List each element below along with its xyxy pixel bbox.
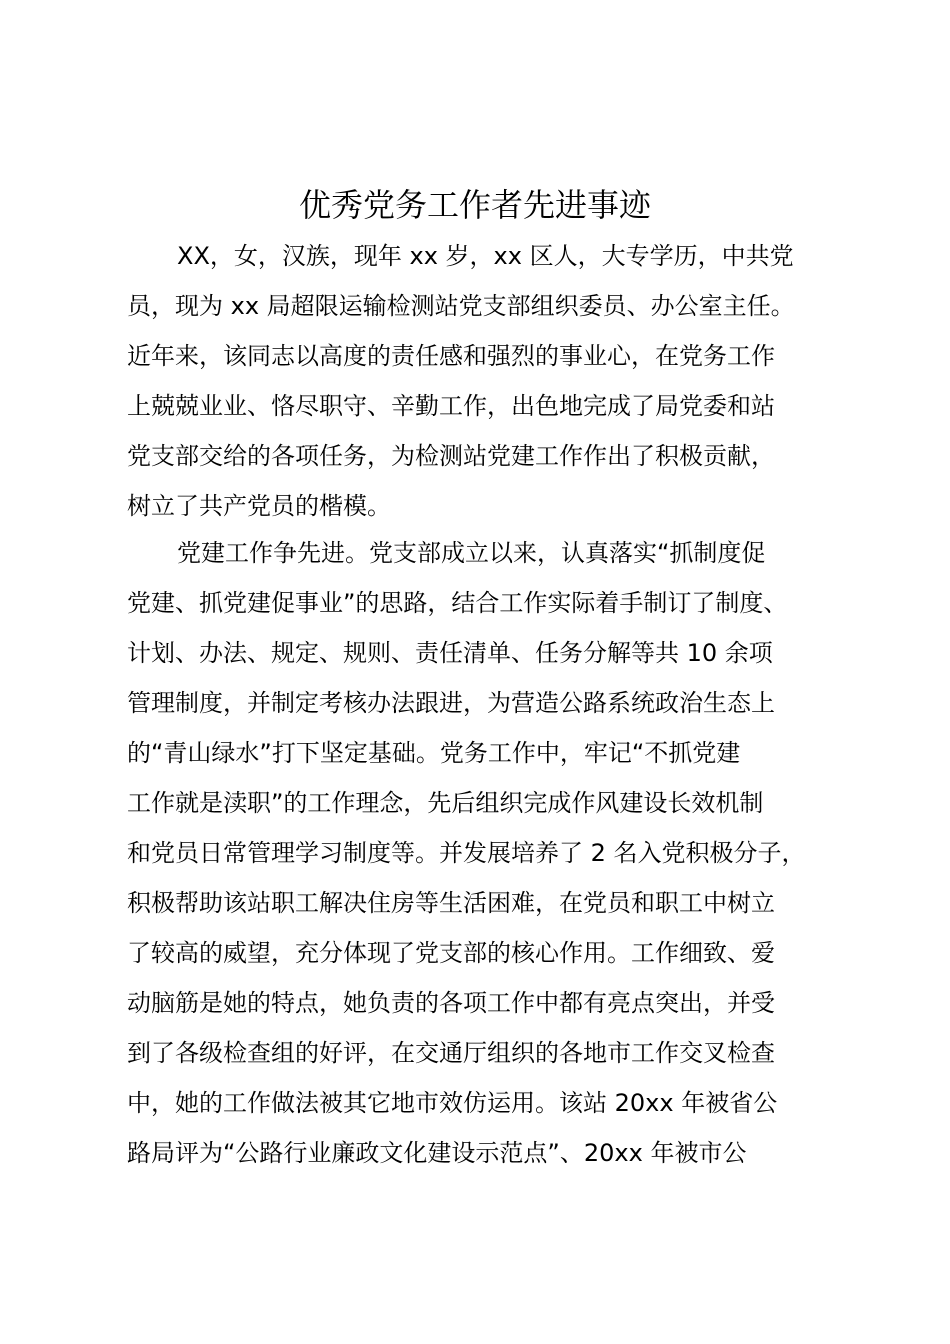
text-line: 的“青山绿水”打下坚定基础。党务工作中，牢记“不抓党建 — [127, 739, 741, 767]
text-line: 动脑筋是她的特点，她负责的各项工作中都有亮点突出，并受 — [127, 989, 775, 1017]
text-line: 树立了共产党员的楷模。 — [127, 492, 391, 520]
document-title: 优秀党务工作者先进事迹 — [298, 186, 651, 224]
text-line: 员，现为 xx 局超限运输检测站党支部组织委员、办公室主任。 — [127, 292, 795, 320]
text-line: 近年来，该同志以高度的责任感和强烈的事业心，在党务工作 — [127, 342, 775, 370]
paragraph-intro — [127, 231, 867, 531]
text-line: 计划、办法、规定、规则、责任清单、任务分解等共 10 余项 — [127, 639, 773, 667]
text-line: 了较高的威望，充分体现了党支部的核心作用。工作细致、爱 — [127, 939, 775, 967]
text-line: 和党员日常管理学习制度等。并发展培养了 2 名入党积极分子， — [127, 839, 806, 867]
text-line: 上兢兢业业、恪尽职守、辛勤工作，出色地完成了局党委和站 — [127, 392, 775, 420]
text-line: 工作就是渎职”的工作理念，先后组织完成作风建设长效机制 — [127, 789, 764, 817]
text-line: 党支部交给的各项任务，为检测站党建工作作出了积极贡献， — [127, 442, 775, 470]
text-line: 党建工作争先进。党支部成立以来，认真落实“抓制度促 — [177, 539, 766, 567]
paragraph-party-building — [127, 528, 867, 1178]
text-line: 路局评为“公路行业廉政文化建设示范点”、20xx 年被市公 — [127, 1139, 747, 1167]
text-line: 党建、抓党建促事业”的思路，结合工作实际着手制订了制度、 — [127, 589, 788, 617]
text-line: 管理制度，并制定考核办法跟进，为营造公路系统政治生态上 — [127, 689, 775, 717]
text-line: 积极帮助该站职工解决住房等生活困难，在党员和职工中树立 — [127, 889, 775, 917]
text-line: 中，她的工作做法被其它地市效仿运用。该站 20xx 年被省公 — [127, 1089, 778, 1117]
text-line: 到了各级检查组的好评，在交通厅组织的各地市工作交叉检查 — [127, 1039, 775, 1067]
text-line: XX，女，汉族，现年 xx 岁，xx 区人，大专学历，中共党 — [177, 242, 794, 270]
